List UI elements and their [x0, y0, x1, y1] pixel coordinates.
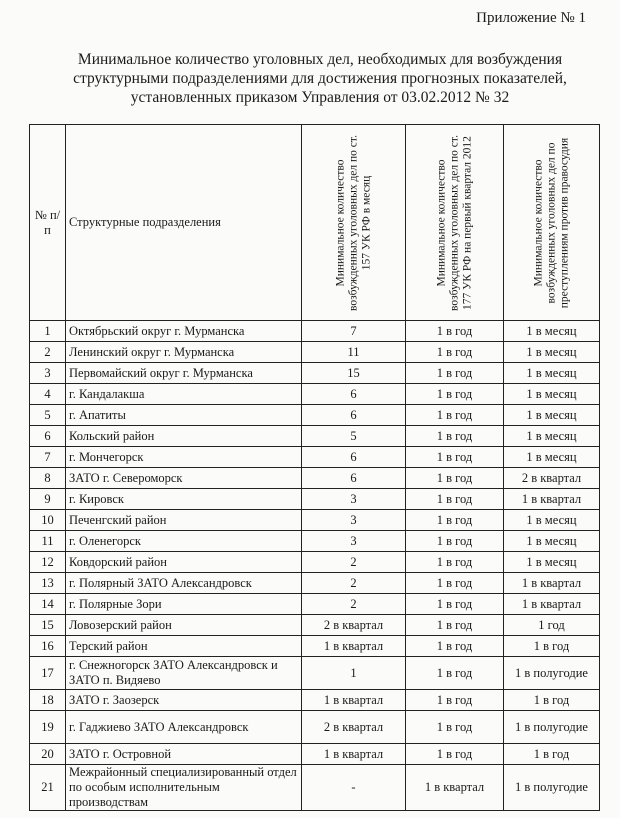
header-col-justice-text: Минимальное количество возбужденных уголовных дел по преступлениям против правосудия — [532, 137, 570, 308]
row-value-177: 1 в год — [406, 447, 504, 468]
table-row — [30, 552, 600, 573]
row-number: 7 — [30, 447, 66, 468]
row-value-177: 1 в год — [406, 405, 504, 426]
row-value-justice: 1 в год — [504, 744, 600, 765]
row-department: ЗАТО г. Североморск — [66, 468, 302, 489]
row-value-157: 1 в квартал — [302, 690, 406, 711]
row-department: г. Апатиты — [66, 405, 302, 426]
row-number: 17 — [30, 657, 66, 690]
table-row — [30, 594, 600, 615]
row-value-157: 1 в квартал — [302, 744, 406, 765]
row-value-177: 1 в год — [406, 363, 504, 384]
row-value-157: 6 — [302, 384, 406, 405]
header-col-157-text: Минимальное количество возбужденных уголовных дел по ст. 157 УК РФ в месяц — [334, 134, 372, 311]
row-value-157: 7 — [302, 321, 406, 342]
row-department: Ловозерский район — [66, 615, 302, 636]
table-row — [30, 510, 600, 531]
table-row — [30, 426, 600, 447]
row-value-177: 1 в год — [406, 657, 504, 690]
row-department: Первомайский округ г. Мурманска — [66, 363, 302, 384]
row-department: г. Полярный ЗАТО Александровск — [66, 573, 302, 594]
row-value-157: 5 — [302, 426, 406, 447]
row-value-157: - — [302, 765, 406, 811]
row-value-justice: 1 в месяц — [504, 426, 600, 447]
table-row — [30, 657, 600, 690]
table-row — [30, 615, 600, 636]
row-department: Печенгский район — [66, 510, 302, 531]
row-value-177: 1 в год — [406, 342, 504, 363]
row-value-157: 1 — [302, 657, 406, 690]
header-col-justice — [504, 125, 600, 321]
row-number: 21 — [30, 765, 66, 811]
row-department: Октябрьский округ г. Мурманска — [66, 321, 302, 342]
row-department: г. Оленегорск — [66, 531, 302, 552]
table-row — [30, 531, 600, 552]
row-number: 12 — [30, 552, 66, 573]
row-value-157: 2 — [302, 552, 406, 573]
row-number: 4 — [30, 384, 66, 405]
table-row — [30, 711, 600, 744]
header-department: Структурные подразделения — [66, 125, 302, 321]
table-row — [30, 447, 600, 468]
row-value-justice: 1 в месяц — [504, 447, 600, 468]
table-row — [30, 384, 600, 405]
row-department: г. Полярные Зори — [66, 594, 302, 615]
row-value-justice: 1 в месяц — [504, 531, 600, 552]
row-number: 2 — [30, 342, 66, 363]
row-number: 14 — [30, 594, 66, 615]
row-number: 5 — [30, 405, 66, 426]
row-department: г. Кандалакша — [66, 384, 302, 405]
row-value-177: 1 в год — [406, 489, 504, 510]
row-number: 6 — [30, 426, 66, 447]
row-value-justice: 1 в месяц — [504, 384, 600, 405]
document-title — [40, 50, 600, 107]
row-value-157: 2 в квартал — [302, 615, 406, 636]
row-department: Кольский район — [66, 426, 302, 447]
header-col-157 — [302, 125, 406, 321]
table-row — [30, 765, 600, 811]
row-value-justice: 2 в квартал — [504, 468, 600, 489]
row-department: Терский район — [66, 636, 302, 657]
row-value-justice: 1 в месяц — [504, 342, 600, 363]
header-col-177-text: Минимальное количество возбужденных уголовных дел по ст. 177 УК РФ на первый квартал 2012 — [435, 134, 473, 311]
row-value-157: 2 — [302, 573, 406, 594]
row-department: г. Гаджиево ЗАТО Александровск — [66, 711, 302, 744]
row-value-justice: 1 в квартал — [504, 489, 600, 510]
table-row — [30, 342, 600, 363]
row-value-justice: 1 в квартал — [504, 594, 600, 615]
row-value-justice: 1 в полугодие — [504, 657, 600, 690]
row-value-157: 2 — [302, 594, 406, 615]
row-value-177: 1 в год — [406, 531, 504, 552]
table-row — [30, 744, 600, 765]
row-value-justice: 1 в месяц — [504, 405, 600, 426]
table-row — [30, 405, 600, 426]
row-value-justice: 1 в месяц — [504, 363, 600, 384]
row-value-157: 6 — [302, 468, 406, 489]
title-line: установленных приказом Управления от 03.02.2012 № 32 — [130, 89, 510, 106]
header-number: № п/п — [30, 125, 66, 321]
header-col-177 — [406, 125, 504, 321]
row-value-justice: 1 в год — [504, 690, 600, 711]
row-number: 3 — [30, 363, 66, 384]
row-value-157: 15 — [302, 363, 406, 384]
row-value-157: 11 — [302, 342, 406, 363]
row-value-justice: 1 в месяц — [504, 552, 600, 573]
title-line: структурными подразделениями для достижения прогнозных показателей, — [73, 70, 567, 87]
table-row — [30, 468, 600, 489]
row-value-177: 1 в год — [406, 690, 504, 711]
row-department: Ковдорский район — [66, 552, 302, 573]
appendix-label: Приложение № 1 — [476, 10, 586, 26]
row-value-157: 1 в квартал — [302, 636, 406, 657]
table-row — [30, 363, 600, 384]
row-value-justice: 1 в полугодие — [504, 765, 600, 811]
table-row — [30, 690, 600, 711]
row-number: 13 — [30, 573, 66, 594]
row-value-justice: 1 в месяц — [504, 510, 600, 531]
row-value-177: 1 в год — [406, 744, 504, 765]
row-department: ЗАТО г. Островной — [66, 744, 302, 765]
row-value-157: 3 — [302, 531, 406, 552]
table-row — [30, 489, 600, 510]
row-value-157: 6 — [302, 405, 406, 426]
row-value-157: 2 в квартал — [302, 711, 406, 744]
table-row — [30, 573, 600, 594]
row-value-177: 1 в год — [406, 552, 504, 573]
targets-table — [29, 124, 600, 811]
row-value-177: 1 в год — [406, 711, 504, 744]
row-value-177: 1 в год — [406, 636, 504, 657]
row-value-177: 1 в год — [406, 615, 504, 636]
row-value-177: 1 в год — [406, 426, 504, 447]
row-department: г. Кировск — [66, 489, 302, 510]
row-value-justice: 1 в год — [504, 636, 600, 657]
table-row — [30, 321, 600, 342]
row-value-177: 1 в год — [406, 468, 504, 489]
row-department: ЗАТО г. Заозерск — [66, 690, 302, 711]
row-number: 20 — [30, 744, 66, 765]
row-value-157: 6 — [302, 447, 406, 468]
row-number: 16 — [30, 636, 66, 657]
row-value-justice: 1 в полугодие — [504, 711, 600, 744]
row-value-justice: 1 в месяц — [504, 321, 600, 342]
row-value-177: 1 в год — [406, 384, 504, 405]
row-value-177: 1 в год — [406, 573, 504, 594]
row-value-177: 1 в год — [406, 510, 504, 531]
row-number: 18 — [30, 690, 66, 711]
table-row — [30, 636, 600, 657]
row-value-justice: 1 год — [504, 615, 600, 636]
row-value-157: 3 — [302, 489, 406, 510]
row-value-177: 1 в квартал — [406, 765, 504, 811]
row-department: г. Мончегорск — [66, 447, 302, 468]
row-number: 19 — [30, 711, 66, 744]
row-value-justice: 1 в квартал — [504, 573, 600, 594]
title-line: Минимальное количество уголовных дел, необходимых для возбуждения — [77, 51, 563, 68]
row-number: 11 — [30, 531, 66, 552]
row-value-177: 1 в год — [406, 321, 504, 342]
row-value-177: 1 в год — [406, 594, 504, 615]
row-number: 1 — [30, 321, 66, 342]
row-department: г. Снежногорск ЗАТО Александровск и ЗАТО п. Видяево — [66, 657, 302, 690]
row-number: 9 — [30, 489, 66, 510]
row-number: 10 — [30, 510, 66, 531]
row-number: 15 — [30, 615, 66, 636]
row-department: Ленинский округ г. Мурманска — [66, 342, 302, 363]
row-value-157: 3 — [302, 510, 406, 531]
row-department: Межрайонный специализированный отдел по особым исполнительным производствам — [66, 765, 302, 811]
row-number: 8 — [30, 468, 66, 489]
